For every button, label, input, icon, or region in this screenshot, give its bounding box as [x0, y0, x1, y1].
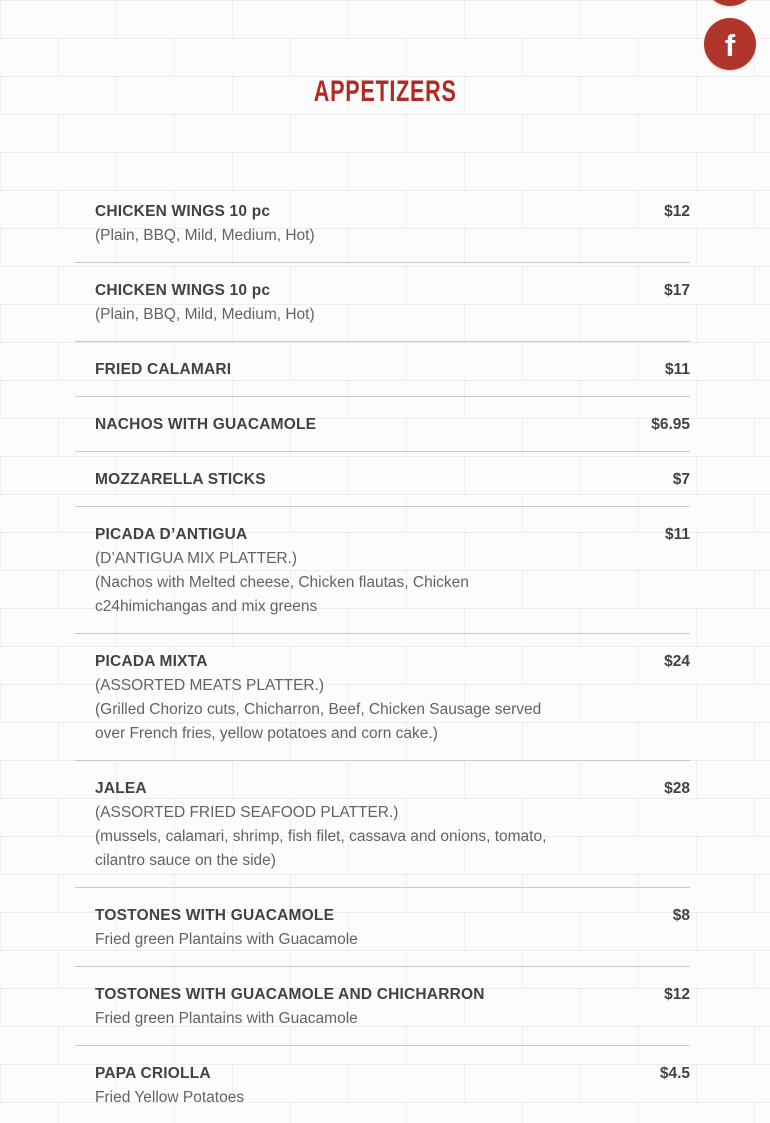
item-name: CHICKEN WINGS 10 pc [95, 282, 271, 299]
menu-item [75, 967, 690, 1046]
item-name: PICADA D’ANTIGUA [95, 526, 248, 543]
item-description [75, 1086, 690, 1110]
item-description-line: Fried green Plantains with Guacamole [95, 931, 358, 948]
menu-item-row [75, 200, 690, 224]
item-description-line: Fried green Plantains with Guacamole [95, 1010, 358, 1027]
menu-item [75, 634, 690, 761]
menu-item [75, 200, 690, 263]
item-name: JALEA [95, 780, 147, 797]
menu-item [75, 342, 690, 397]
item-description-line: (Nachos with Melted cheese, Chicken flautas, Chicken [95, 574, 469, 591]
social-button-top[interactable] [704, 0, 756, 6]
item-description [75, 674, 690, 746]
facebook-icon: f [724, 28, 736, 63]
item-name: CHICKEN WINGS 10 pc [95, 203, 271, 220]
menu-item [75, 397, 690, 452]
menu-item [75, 507, 690, 634]
item-name: TOSTONES WITH GUACAMOLE AND CHICHARRON [95, 986, 485, 1003]
item-description-line: (Plain, BBQ, Mild, Medium, Hot) [95, 306, 315, 323]
menu-item-row [75, 777, 690, 801]
menu-item-row [75, 1062, 690, 1086]
item-name: TOSTONES WITH GUACAMOLE [95, 907, 335, 924]
item-description [75, 1007, 690, 1031]
item-description-line: (Grilled Chorizo cuts, Chicharron, Beef, Chicken Sausage served [95, 701, 542, 718]
item-name: MOZZARELLA STICKS [95, 471, 266, 488]
item-description-line: over French fries, yellow potatoes and corn cake.) [95, 725, 438, 742]
menu-item [75, 452, 690, 507]
menu-list [75, 200, 690, 1123]
item-description-line: c24himichangas and mix greens [95, 598, 318, 615]
menu-item [75, 888, 690, 967]
menu-item [75, 761, 690, 888]
item-description [75, 928, 690, 952]
item-price: $11 [664, 526, 690, 543]
menu-item-row [75, 983, 690, 1007]
item-description [75, 224, 690, 248]
item-description-line: (ASSORTED MEATS PLATTER.) [95, 677, 325, 694]
item-description [75, 801, 690, 873]
item-price: $6.95 [651, 416, 690, 433]
item-price: $28 [664, 780, 690, 797]
section-heading [0, 74, 770, 110]
item-description-line: (ASSORTED FRIED SEAFOOD PLATTER.) [95, 804, 399, 821]
menu-item [75, 1046, 690, 1123]
item-description-line: cilantro sauce on the side) [95, 852, 276, 869]
item-description-line: (Plain, BBQ, Mild, Medium, Hot) [95, 227, 315, 244]
menu-item-row [75, 650, 690, 674]
item-price: $7 [672, 471, 690, 488]
item-price: $8 [672, 907, 690, 924]
item-price: $12 [664, 203, 690, 220]
item-description-line: Fried Yellow Potatoes [95, 1089, 245, 1106]
menu-item-row [75, 413, 690, 437]
item-price: $17 [664, 282, 690, 299]
item-price: $12 [664, 986, 690, 1003]
menu-item-row [75, 523, 690, 547]
menu-item-row [75, 468, 690, 492]
item-description-line: (D’ANTIGUA MIX PLATTER.) [95, 550, 298, 567]
item-price: $11 [664, 361, 690, 378]
menu-item [75, 263, 690, 342]
item-name: FRIED CALAMARI [95, 361, 232, 378]
item-description-line: (mussels, calamari, shrimp, fish filet, cassava and onions, tomato, [95, 828, 547, 845]
item-description [75, 303, 690, 327]
menu-item-row [75, 279, 690, 303]
item-description [75, 547, 690, 619]
item-price: $4.5 [659, 1065, 690, 1082]
section-heading-text: APPETIZERS [313, 75, 457, 108]
item-name: PICADA MIXTA [95, 653, 208, 670]
item-name: NACHOS WITH GUACAMOLE [95, 416, 317, 433]
menu-item-row [75, 904, 690, 928]
facebook-button[interactable] [704, 18, 756, 70]
item-name: PAPA CRIOLLA [95, 1065, 211, 1082]
item-price: $24 [664, 653, 690, 670]
menu-item-row [75, 358, 690, 382]
